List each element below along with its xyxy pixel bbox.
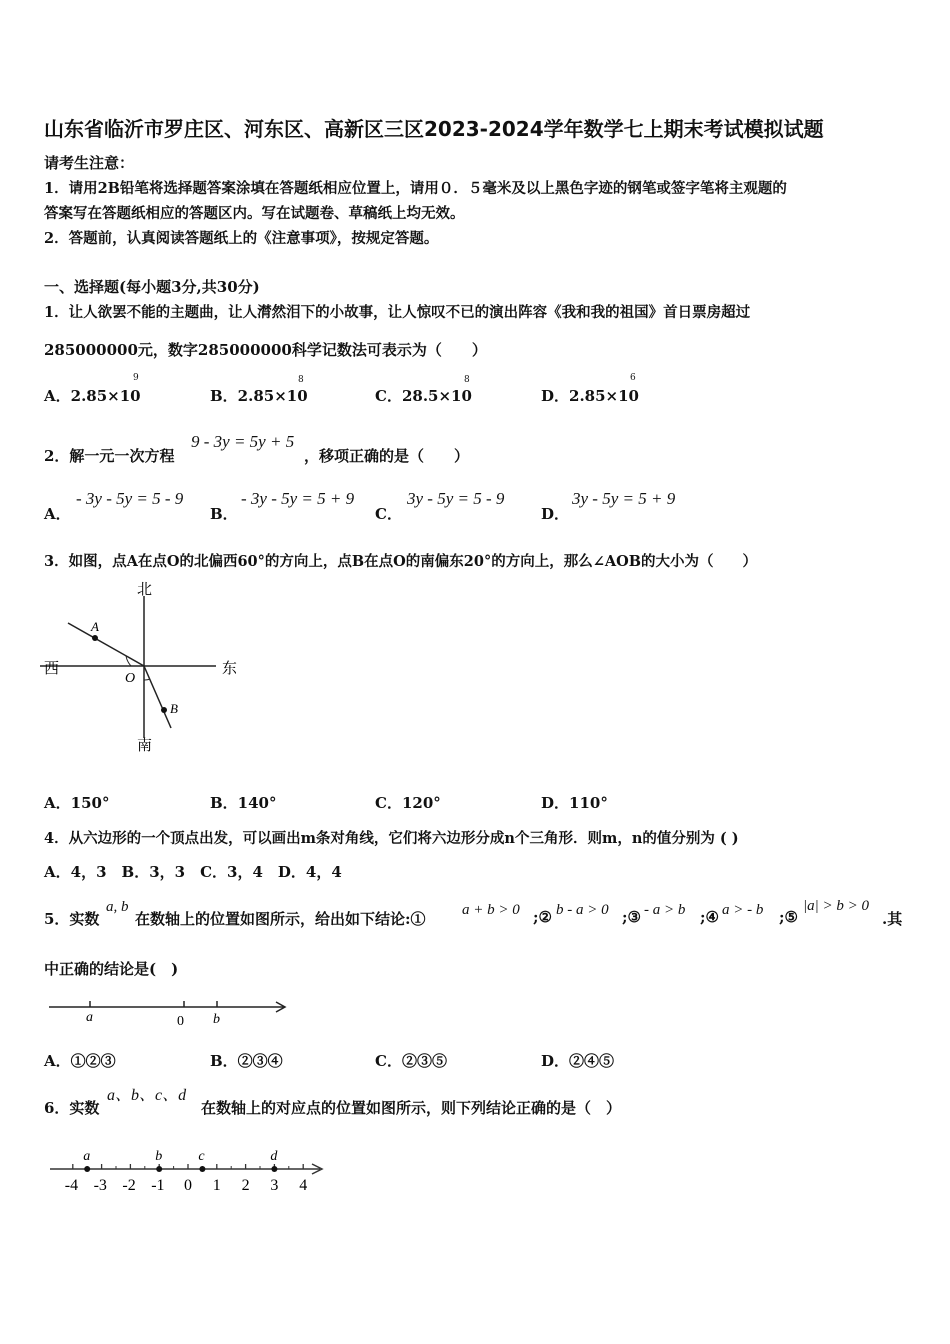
q5-text-mid: 在数轴上的位置如图所示，给出如下结论:①: [135, 910, 426, 928]
q6-label-d: d: [270, 1149, 278, 1164]
notice-line-1b: 答案写在答题纸相应的答题区内。写在试题卷、草稿纸上均无效。: [44, 205, 465, 222]
q5-conclusion-2: b - a > 0: [556, 902, 609, 918]
q5-sep-4: ;④: [700, 908, 719, 926]
q5-label-zero: 0: [177, 1014, 184, 1029]
q1-text-line2: 285000000元，数字285000000科学记数法可表示为（ ）: [44, 341, 487, 359]
q5-option-b: B．②③④: [210, 1052, 283, 1070]
q2-option-a-equation: - 3y - 5y = 5 - 9: [76, 489, 184, 508]
q2-text-pre: 2．解一元一次方程: [44, 447, 175, 465]
q5-label-a: a: [86, 1010, 93, 1025]
q3-option-d: D．110°: [541, 794, 608, 812]
q4-options: A．4，3 B．3，3 C．3，4 D．4，4: [44, 863, 342, 881]
q1-option-c: C．28.5×10: [375, 387, 472, 405]
q5-text-end: .其: [882, 910, 903, 928]
q6-number-line: [44, 1140, 334, 1196]
q6-tick-label: -4: [64, 1177, 79, 1194]
section-heading: 一、选择题(每小题3分,共30分): [44, 278, 260, 296]
q6-tick-label: 3: [270, 1177, 279, 1194]
q6-tick-label: 2: [241, 1177, 250, 1194]
q5-option-d: D．②④⑤: [541, 1052, 615, 1070]
q3-label-o: O: [125, 671, 136, 686]
q1-option-c-exponent: 8: [464, 375, 470, 385]
q3-option-a: A．150°: [44, 794, 110, 812]
q1-option-a: A．2.85×10: [44, 387, 141, 405]
q2-equation: 9 - 3y = 5y + 5: [191, 432, 295, 451]
q5-conclusion-3: - a > b: [644, 902, 686, 918]
q1-text-line1: 1．让人欲罢不能的主题曲，让人潸然泪下的小故事，让人惊叹不已的演出阵容《我和我的祖国》首日票房超过: [44, 304, 751, 321]
q5-conclusion-4: a > - b: [722, 902, 764, 918]
q5-sep-5: ;⑤: [779, 908, 798, 926]
notice-line-1a: 1．请用2B铅笔将选择题答案涂填在答题纸相应位置上，请用０．５毫米及以上黑色字迹的钢笔或签字笔将主观题的: [44, 180, 787, 197]
q6-text-pre: 6．实数: [44, 1099, 100, 1117]
q3-option-b: B．140°: [210, 794, 277, 812]
q6-tick-label: 0: [184, 1177, 192, 1194]
q2-option-c-label: C．: [375, 505, 402, 523]
q3-label-a: A: [91, 619, 99, 634]
q3-ray-oa: [68, 623, 144, 666]
q2-option-b-label: B．: [210, 505, 238, 523]
q5-sep-3: ;③: [622, 908, 641, 926]
q6-label-b: b: [155, 1149, 163, 1164]
q5-number-line: [44, 996, 294, 1030]
q1-option-d-exponent: 6: [630, 373, 636, 383]
q6-tick-label: -3: [93, 1177, 107, 1194]
q5-vars: a, b: [106, 899, 129, 915]
q2-option-c-equation: 3y - 5y = 5 - 9: [407, 489, 505, 508]
q6-vars: a、b、c、d: [107, 1087, 187, 1104]
q3-label-east: 东: [222, 661, 238, 677]
q1-option-b: B．2.85×10: [210, 387, 308, 405]
q3-option-c: C．120°: [375, 794, 441, 812]
notice-heading: 请考生注意：: [44, 154, 135, 172]
q6-point-a: [84, 1166, 90, 1172]
q5-option-c: C．②③⑤: [375, 1052, 447, 1070]
q3-label-b: B: [170, 701, 178, 716]
q3-direction-figure: [40, 576, 250, 756]
q6-point-d: [271, 1166, 277, 1172]
q6-label-c: c: [198, 1149, 205, 1164]
q2-option-d-label: D．: [541, 505, 570, 523]
q6-tick-label: -2: [122, 1177, 136, 1194]
q2-option-a-label: A．: [44, 505, 71, 523]
q6-tick-label: 4: [299, 1177, 308, 1194]
q5-conclusion-5: |a| > b > 0: [803, 898, 869, 914]
q1-option-d: D．2.85×10: [541, 387, 639, 405]
q3-point-b: [161, 707, 167, 713]
q3-ray-ob: [144, 666, 171, 728]
q1-option-b-exponent: 8: [298, 375, 304, 385]
q5-sep-2: ;②: [533, 908, 552, 926]
q6-tick-label: 1: [212, 1177, 221, 1194]
q5-text-pre: 5．实数: [44, 910, 100, 928]
q3-point-a: [92, 635, 98, 641]
q3-label-west: 西: [44, 661, 60, 677]
q3-label-south: 南: [137, 738, 153, 754]
q1-option-a-exponent: 9: [133, 373, 139, 383]
q2-option-b-equation: - 3y - 5y = 5 + 9: [241, 489, 355, 508]
q6-point-b: [156, 1166, 162, 1172]
q2-option-d-equation: 3y - 5y = 5 + 9: [572, 489, 676, 508]
q5-conclusion-1: a + b > 0: [462, 902, 520, 918]
q3-angle-arc-b: [144, 679, 150, 680]
q5-option-a: A．①②③: [44, 1052, 116, 1070]
notice-line-2: 2．答题前，认真阅读答题纸上的《注意事项》，按规定答题。: [44, 230, 439, 247]
q3-text: 3．如图，点A在点O的北偏西60°的方向上，点B在点O的南偏东20°的方向上，那么∠AOB的大小为（ ）: [44, 553, 757, 570]
q6-text-post: 在数轴上的对应点的位置如图所示，则下列结论正确的是（ ）: [201, 1099, 622, 1117]
q6-label-a: a: [83, 1149, 91, 1164]
q2-text-post: ，移项正确的是（ ）: [304, 447, 470, 465]
q3-label-north: 北: [137, 582, 153, 598]
q6-tick-label: -1: [151, 1177, 165, 1194]
q4-text: 4．从六边形的一个顶点出发，可以画出m条对角线，它们将六边形分成n个三角形．则m，n的值分别为 ( ): [44, 830, 739, 847]
q5-label-b: b: [213, 1012, 220, 1027]
q6-point-c: [199, 1166, 205, 1172]
q5-text-line2: 中正确的结论是( ): [44, 960, 179, 978]
page-title: 山东省临沂市罗庄区、河东区、高新区三区2023-2024学年数学七上期末考试模拟试题: [44, 117, 824, 141]
